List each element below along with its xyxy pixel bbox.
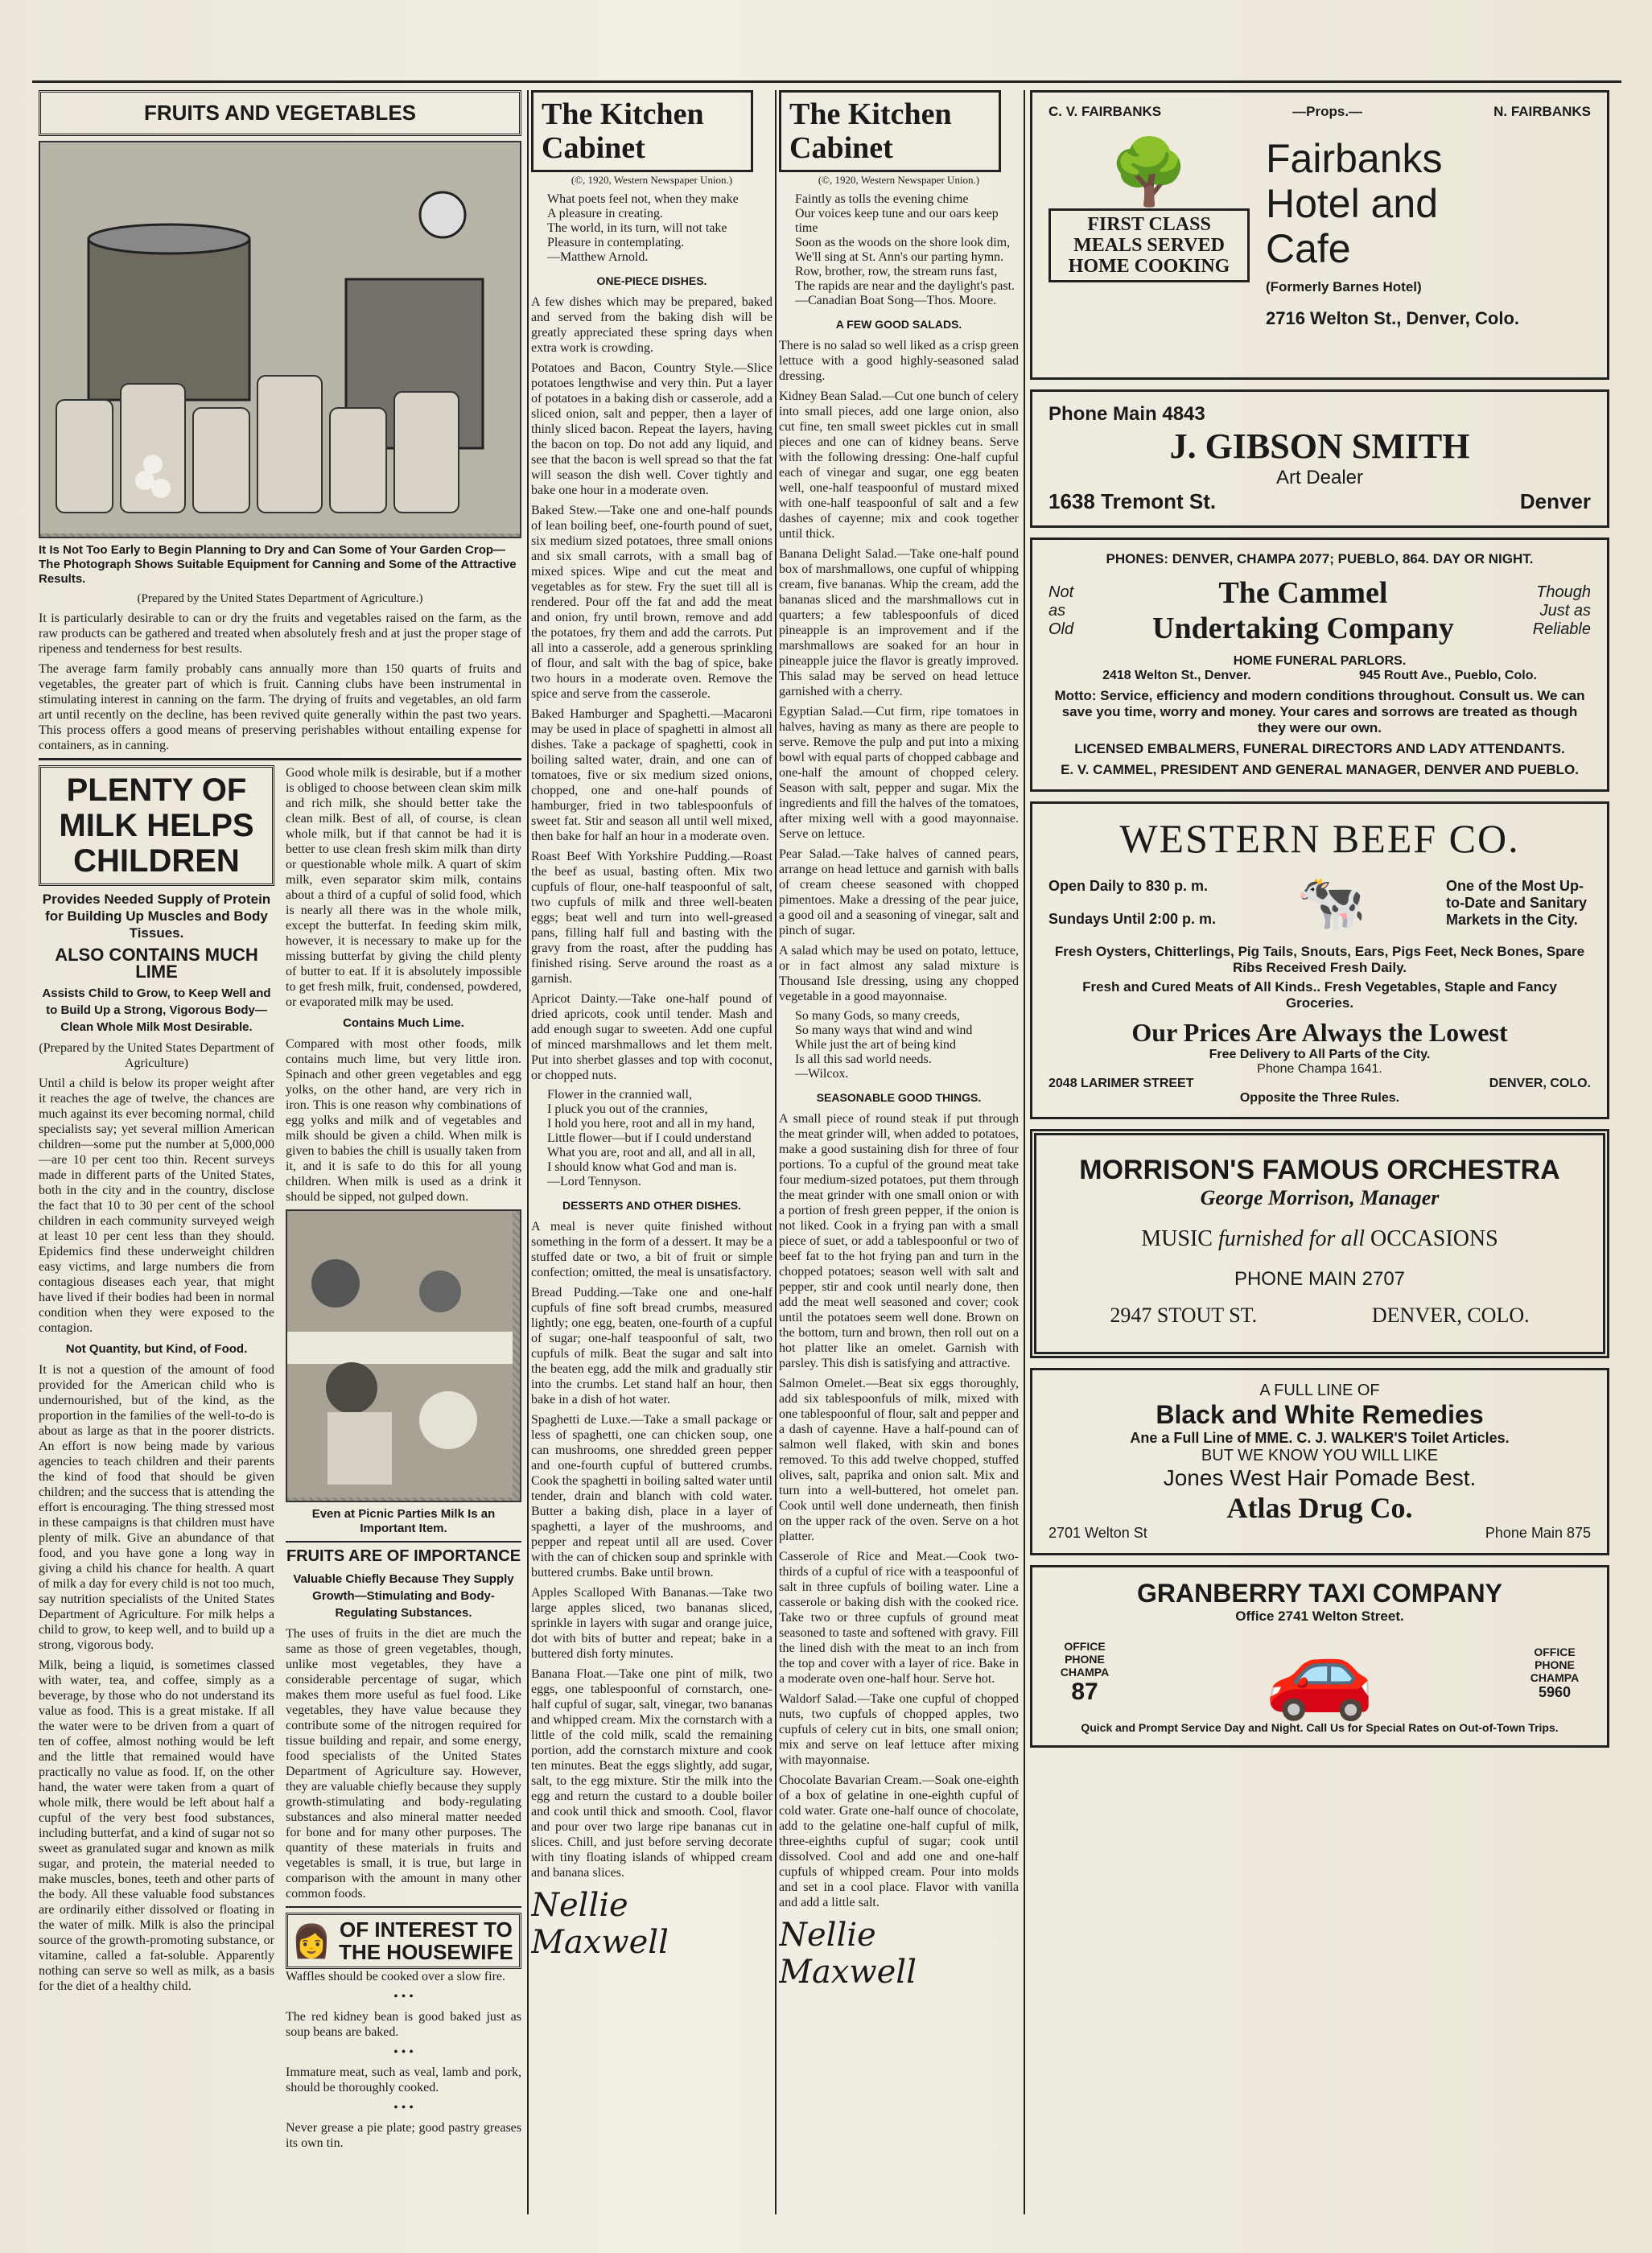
column-rule-2: [775, 90, 777, 2214]
smith-ad: [1030, 389, 1609, 528]
fruits-paragraph: The average farm family probably cans annually more than 150 quarts of fruits and vegetables, the greater part of which is fruit. Canning clubs have been instrumental in stimulating interest in canning on the farm. The drying of fruits and vegetables, an old farm art until recently on the decline, has been revived quite generally within the past two years. This process offers a good means of preserving perishables without entailing expense for containers, as in canning.: [39, 662, 521, 752]
fruits-importance-paragraph: The uses of fruits in the diet are much the same as those of green vegetables, though, unlike most vegetables, they have a considerable percentage of sugar, which makes them more useful as fuel food. Like vegetables, they have value because they contribute some of the nitrogen required for tissue building and repair, and some energy, food specialists of the United States Department of Agriculture say. However, they are valuable chiefly because they supply growth-stimulating and body-regulating substances and also mineral matter needed for bone and for many other purposes. The quantity of these materials in fruits and vegetables is small, it is true, but large in comparison with the amount in many other common foods.: [286, 1627, 521, 1901]
separator: • • •: [393, 1990, 414, 2004]
store-name: Atlas Drug Co.: [1226, 1492, 1413, 1524]
milk-deck: Provides Needed Supply of Protein for Building Up Muscles and Body Tissues.: [42, 892, 271, 941]
recipe: A salad which may be used on potato, lettuce, or in fact almost any salad mixture is Thousand Isle dressing, using any chopped vegetable in a good mayonnaise.: [779, 944, 1019, 1003]
kitchen-title: The Kitchen: [542, 97, 704, 131]
parlors: HOME FUNERAL PARLORS.: [1233, 654, 1407, 668]
phone-number: 5960: [1538, 1683, 1572, 1700]
fruits-header-box: [39, 90, 521, 136]
company-name: Undertaking Company: [1152, 612, 1454, 645]
company-name: The Cammel: [1218, 576, 1388, 610]
recipe: Waldorf Salad.—Take one cupful of chopped nuts, two cupfuls of chopped apples, two cupfuls of celery cut in bits, one small onion; mix and serve on leaf lettuce after mixing with mayonnaise.: [779, 1692, 1019, 1767]
section-head: ONE-PIECE DISHES.: [596, 274, 707, 287]
milk-column-left: [39, 765, 274, 2156]
office: Office 2741 Welton Street.: [1235, 1608, 1404, 1624]
address: 2716 Welton St., Denver, Colo.: [1266, 308, 1520, 328]
phone: PHONE MAIN 2707: [1234, 1268, 1406, 1290]
recipe: There is no salad so well liked as a crisp green lettuce with a good highly-seasoned salad dressing.: [779, 339, 1019, 383]
section-head: A FEW GOOD SALADS.: [835, 318, 962, 331]
separator: • • •: [393, 2101, 414, 2115]
milk-headline: PLENTY OF MILK HELPS CHILDREN: [59, 772, 254, 879]
tree-icon: 🌳: [1109, 136, 1189, 208]
recipe: Casserole of Rice and Meat.—Cook two-thirds of a cupful of rice with a teaspoonful of salt in three cupfuls of boiling water. Line a casserole or baking dish with the cooked rice. Take two or three cupfuls of ground meat seasoned to taste and softened with gravy. Fill the lined dish with the meat to an inch from the top and cover with a layer of rice. Bake in a moderate oven one-half hour. Serve hot.: [779, 1550, 1019, 1686]
products: Fresh Oysters, Chitterlings, Pig Tails, Snouts, Ears, Pigs Feet, Neck Bones, Spare Ribs Received Fresh Daily.: [1054, 944, 1585, 975]
company-name: WESTERN BEEF CO.: [1119, 816, 1520, 861]
ad-line: Black and White Remedies: [1156, 1400, 1484, 1429]
phones: PHONES: DENVER, CHAMPA 2077; PUEBLO, 864. DAY OR NIGHT.: [1106, 551, 1534, 566]
company-name: GRANBERRY TAXI COMPANY: [1137, 1579, 1502, 1608]
props-label: —Props.—: [1292, 104, 1363, 119]
milk-column-right: [286, 765, 521, 2156]
recipe: Apples Scalloped With Bananas.—Take two large apples sliced, two bananas sliced, sprinkle in layers with sugar and orange juice, dot with bits of butter and repeat; bake in a buttered dish forty minutes.: [531, 1586, 772, 1661]
city: Denver: [1519, 489, 1591, 513]
recipe: Salmon Omelet.—Beat six eggs thoroughly, add six tablespoonfuls of milk, mixed with one tablespoonful of flour, salt and pepper and a dash of cayenne. Have a half-pound can of salmon well flaked, with skin and bones removed. To this add twelve chopped, stuffed olives, salt, paprika and onion salt. Mix and turn into a well-buttered, hot omelet pan. Cook until well done underneath, then finish on the upper rack of the oven. Serve on a hot platter.: [779, 1377, 1019, 1543]
recipe: Baked Stew.—Take one and one-half pounds of lean boiling beef, one-fourth pound of suet, six medium sized potatoes, three small onions and six small carrots, with a small bag of mixed spices. Wipe and cut the meat and vegetables as for stew. Fry the suet till all is rendered. Pour off the fat and add the meat and onion, fry until brown, remove and add the potatoes, fry them and add the carrots. Put all into a casserole, add a generous sprinkling of flour, and salt with the bag of spice, bake two hours in a moderate oven. Remove the spice and serve from the casserole.: [531, 504, 772, 701]
signature: Nellie Maxwell: [779, 1917, 917, 1991]
recipe: Potatoes and Bacon, Country Style.—Slice potatoes lengthwise and very thin. Put a layer of potatoes in a baking dish or casserole, add a sliced onion, salt and pepper, then a layer of thinly sliced bacon. Repeat the layers, having the bacon on top. Do not add any liquid, and see that the bacon is well spread so that the fat will season the dish well. Cover tightly and bake one hour in a moderate oven.: [531, 361, 772, 497]
recipe: Banana Float.—Take one pint of milk, two eggs, one tablespoonful of cornstarch, one-half cupful of sugar, salt, vinegar, two bananas and whipped cream. Mix the cornstarch with a little of the cold milk, scald the remaining portion, add the cornstarch mixture and cook ten minutes. Beat the eggs slightly, add sugar, salt, to the egg mixture. Stir the milk into the egg and return the custard to a double boiler and cook until thick and smooth. Cool, flavor and pour over two large ripe bananas cut in slices. Chill, and just before serving decorate with tiny floating islands of whipped cream and banana slices.: [531, 1667, 772, 1880]
phone: Phone Main 4843: [1048, 403, 1205, 425]
sign-line: MEALS SERVED: [1073, 235, 1225, 256]
recipe: A meal is never quite finished without something in the form of a dessert. It may be a stuffed date or two, a bit of fruit or simple confection; omitted, the meal is unsatisfactory.: [531, 1220, 772, 1279]
poem: So many Gods, so many creeds, So many ways that wind and wind While just the art of being kind Is all this sad world needs. —Wilcox.: [795, 1009, 973, 1081]
copyright: (©, 1920, Western Newspaper Union.): [571, 174, 733, 186]
milk-paragraph: Good whole milk is desirable, but if a mother is obliged to choose between clean skim milk and rich milk, she should better take the clean milk. Best of all, of course, is clean whole milk, but if that cannot be had it is better to use clean fresh skim milk than dirty or questionable whole milk. A quart of skim milk, even separator skim milk, contains about a third of a cupful of solid food, which is nearly all there was in the whole milk, except the butterfat. In feeding skim milk, however, it is necessary to make up for the missing butterfat by giving the child plenty of butter to eat. If it is absolutely impossible to get fresh milk, fruit, condensed, powdered, or evaporated milk may be used.: [286, 766, 521, 1009]
tagline: Just as: [1539, 601, 1591, 620]
fruits-credit: (Prepared by the United States Department of Agriculture.): [137, 592, 423, 605]
kitchen-cabinet-masthead: [531, 90, 753, 172]
milk-credit: (Prepared by the United States Department of Agriculture): [39, 1041, 274, 1070]
furnished: furnished for all: [1217, 1226, 1365, 1251]
products: Fresh and Cured Meats of All Kinds.. Fresh Vegetables, Staple and Fancy Groceries.: [1082, 979, 1557, 1011]
housewife-tip: Immature meat, such as veal, lamb and pork, should be thoroughly cooked.: [286, 2066, 521, 2094]
kitchen-title: Cabinet: [542, 131, 645, 165]
poem: Flower in the crannied wall, I pluck you out of the crannies, I hold you here, root and all in my hand, Little flower—but if I could understand What you are, root and all, and all in all, I should know what God and man is. —Lord Tennyson.: [547, 1088, 756, 1188]
housewife-title: OF INTEREST TO THE HOUSEWIFE: [339, 1917, 513, 1964]
recipe: Bread Pudding.—Take one and one-half cupfuls of fine soft bread crumbs, measured lightly; one egg, beaten, one-fourth of a cupful of sugar; one-half teaspoonful of salt, two cupfuls of milk. Beat the sugar and salt into the beaten egg, add the milk and gradually stir into the crumbs. Let stand half an hour, then bake in a dish of hot water.: [531, 1286, 772, 1407]
column-advertisements: [1030, 90, 1609, 1757]
sign-line: HOME COOKING: [1068, 256, 1230, 277]
formerly: (Formerly Barnes Hotel): [1266, 279, 1422, 294]
address: 2947 STOUT ST.: [1110, 1304, 1258, 1327]
orchestra-name: MORRISON'S FAMOUS ORCHESTRA: [1079, 1155, 1560, 1185]
ad-line: Jones West Hair Pomade Best.: [1163, 1465, 1477, 1490]
dealer-name: J. GIBSON SMITH: [1169, 426, 1470, 466]
fruits-paragraph: It is particularly desirable to can or dry the fruits and vegetables raised on the farm, as the raw products can be gathered and treated when absolutely fresh and at just the proper stage of ripeness and tenderness for best results.: [39, 612, 521, 656]
hotel-name: Fairbanks: [1266, 136, 1443, 181]
kitchen-cabinet-masthead: [779, 90, 1001, 172]
column-kitchen-cabinet-1: [531, 90, 772, 1961]
phone: Phone Champa 1641.: [1257, 1062, 1382, 1076]
recipe: Banana Delight Salad.—Take one-half pound box of marshmallows, one cupful of whipping cream, five bananas. Whip the cream, add the bananas sliced and the marshmallows cut in quarters; a few tablespoonfuls of diced pineapple is an improvement and if the marshmallows are soaked for an hour in pineapple juice the flavor is greatly improved. This salad may be served on head lettuce garnished with a cherry.: [779, 547, 1019, 698]
address: 2418 Welton St., Denver.: [1102, 669, 1251, 682]
milk-subhead: Not Quantity, but Kind, of Food.: [65, 1342, 248, 1356]
housewife-header: [286, 1913, 521, 1969]
picnic-caption: Even at Picnic Parties Milk Is an Important Item.: [311, 1507, 496, 1535]
city: DENVER, COLO.: [1489, 1077, 1591, 1090]
hours: Open Daily to 830 p. m.: [1048, 878, 1209, 894]
milk-deck: Assists Child to Grow, to Keep Well and to Build Up a Strong, Vigorous Body—Clean Whole Milk Most Desirable.: [42, 986, 271, 1034]
separator: • • •: [393, 2045, 414, 2059]
city: DENVER, COLO.: [1371, 1304, 1530, 1327]
phone-label: OFFICE PHONE CHAMPA: [1060, 1640, 1110, 1678]
sign-line: FIRST CLASS: [1087, 214, 1211, 235]
address: 1638 Tremont St.: [1048, 489, 1217, 513]
cow-icon: 🐄: [1296, 871, 1366, 933]
hours: Sundays Until 2:00 p. m.: [1048, 911, 1217, 927]
hotel-name: Hotel and: [1266, 181, 1439, 226]
fairbanks-ad: [1030, 90, 1609, 380]
music: MUSIC: [1141, 1226, 1213, 1251]
cammel-ad: [1030, 538, 1609, 792]
phone: Phone Main 875: [1485, 1525, 1591, 1541]
milk-paragraph: It is not a question of the amount of food provided for the American child who is undernourished, but of the kind, as the proportion in the families of the well-to-do is about as large as that in the poorer districts. An effort is now being made by various agencies to teach children and their parents the kind of food that should be given children; and the success that is attending the effort is encouraging. The thing stressed most in these campaigns is that children must have plenty of milk. Give an abundance of that food, and you have gone a long way in giving a child his chance for health. A quart of milk a day for every child is not too much, say nutrition specialists of the United States Department of Agriculture. For milk helps a child to grow, to keep well, and to build up a strong, vigorous body.: [39, 1363, 274, 1652]
slogan: Our Prices Are Always the Lowest: [1131, 1018, 1508, 1047]
ad-line: Ane a Full Line of MME. C. J. WALKER'S Toilet Articles.: [1130, 1430, 1510, 1446]
claim: One of the Most Up-to-Date and Sanitary Markets in the City.: [1446, 877, 1588, 928]
housewife-tip: The red kidney bean is good baked just as soup beans are baked.: [286, 2010, 521, 2039]
president: E. V. CAMMEL, PRESIDENT AND GENERAL MANAGER, DENVER AND PUEBLO.: [1061, 762, 1579, 777]
tagline: Old: [1048, 620, 1074, 638]
morrison-ad: [1030, 1129, 1609, 1358]
ad-line: A FULL LINE OF: [1259, 1382, 1380, 1399]
recipe: Apricot Dainty.—Take one-half pound of dried apricots, cook until tender. Mash and add enough sugar to sweeten. Add one cupful of minced marshmallows and let them melt. Put into sherbet glasses and top with coconut, or chopped nuts.: [531, 992, 772, 1082]
fruits-title: FRUITS AND VEGETABLES: [143, 101, 416, 125]
canning-photo: [39, 141, 521, 538]
picnic-photo: [286, 1209, 521, 1502]
licensed: LICENSED EMBALMERS, FUNERAL DIRECTORS AND LADY ATTENDANTS.: [1074, 741, 1565, 756]
section-head: SEASONABLE GOOD THINGS.: [816, 1091, 982, 1104]
picnic-illustration: [287, 1211, 513, 1497]
housewife-tip: Waffles should be cooked over a slow fire.: [286, 1970, 505, 1983]
recipe: Chocolate Bavarian Cream.—Soak one-eighth of a box of gelatine in one-eighth cupful of cold water. Grate one-half ounce of chocolate, add to the gelatine one-half cupful of milk, three-eighths cupful of sugar; cook until dissolved. Cool and add one and one-half cupfuls of whipped cream. Pour into molds and set in a cool place. Flavor with vanilla and add a little salt.: [779, 1773, 1019, 1909]
recipe: Pear Salad.—Take halves of canned pears, arrange on head lettuce and garnish with balls of cream cheese seasoned with chopped pimentoes. Make a dressing of the pear juice, a good oil and a seasoning of vinegar, salt and pinch of sugar.: [779, 847, 1019, 937]
column-rule-1: [527, 90, 529, 2214]
poem: Faintly as tolls the evening chime Our voices keep tune and our oars keep time Soon as the woods on the shore look dim, We'll sing at St. Ann's our parting hymn. Row, brother, row, the stream runs fast, The rapids are near and the daylight's past. —Canadian Boat Song—Thos. Moore.: [795, 192, 1016, 307]
tagline: Not: [1048, 583, 1074, 601]
recipe: Egyptian Salad.—Cut firm, ripe tomatoes in halves, having as many as there are people to serve. Remove the pulp and put into a mixing bowl with equal parts of chopped cabbage and one-half the amount of chopped celery. Season with salt, pepper and sugar. Mix the ingredients and fill the halves of the tomatoes, after mixing well with a good mayonnaise. Serve on lettuce.: [779, 705, 1019, 841]
taxi-ad: [1030, 1565, 1609, 1748]
recipe: A small piece of round steak if put through the meat grinder will, when added to potatoes, make a good sustaining dish for three of four portions. To a cupful of the ground meat take four medium-sized potatoes, put them through the meat grinder with one small onion or with a portion of fresh green pepper, if the onion is not liked. Cook in a frying pan with a small piece of suet, or add a tablespoonful or two of beef fat to the hot frying pan and turn in the chopped potatoes; season well with salt and pepper, stir and cook until nearly done, then add the meat well seasoned and cover; cook until the potatoes seem well done. Brown on the bottom, turn and brown, then roll out on a hot platter like an omelet. Garnish with parsley. This dish is satisfying and attractive.: [779, 1112, 1019, 1370]
motto: Motto: Service, efficiency and modern conditions throughout. Consult us. We can save you time, worry and money. Your cares and sorrows are treated as though they were our own.: [1054, 688, 1585, 735]
fruits-caption: It Is Not Too Early to Begin Planning to Dry and Can Some of Your Garden Crop—The Photograph Shows Suitable Equipment for Canning and Some of the Attractive Results.: [39, 543, 517, 586]
phone-number: 87: [1071, 1678, 1098, 1705]
hotel-name: Cafe: [1266, 226, 1351, 271]
housewife-tip: Never grease a pie plate; good pastry greases its own tin.: [286, 2121, 521, 2150]
canning-illustration: [40, 142, 520, 533]
fruits-importance-headline: FRUITS ARE OF IMPORTANCE: [286, 1547, 521, 1565]
milk-deck: ALSO CONTAINS MUCH LIME: [55, 945, 258, 982]
manager: George Morrison, Manager: [1200, 1186, 1440, 1209]
milk-paragraph: Compared with most other foods, milk contains much lime, but very little iron. Spinach and other green vegetables and egg yolks, on the other hand, are very rich in iron. This is one reason why combinations of egg yolks and milk and of vegetables and milk should be given a child. When milk is given to babies the chill is usually taken from it, and it is safe to do this for all young children. When milk is used as a drink it should be sipped, not gulped down.: [286, 1037, 521, 1204]
milk-paragraph: Milk, being a liquid, is sometimes classed with water, tea, and coffee, simply as a beverage, by those who do not understand its value as food. This is a great mistake. If all the water were to be driven from a quart of ten of coffee, almost nothing would be left and the little that remained would have practically no value as food. If, on the other hand, the water were taken from a quart of whole milk, there would be left about half a cupful of the very best food substances, including butterfat, and a kind of sugar not so sweet as granulated sugar and known as milk sugar, and protein, the material needed to make muscles, bones, teeth and other parts of the body. All these valuable food substances are ordinarily either dissolved or floating in the water of milk. Milk is also the principal source of the growth-promoting substance, or vitamine, called a fat-soluble. Apparently nothing can serve so well as milk, as a basis for the diet of a healthy child.: [39, 1658, 274, 1993]
service-note: Quick and Prompt Service Day and Night. Call Us for Special Rates on Out-of-Town Trips.: [1081, 1721, 1559, 1734]
milk-paragraph: Until a child is below its proper weight after it reaches the age of twelve, the chances are much against its ever becoming normal, child specialists say; yet several million American children—some put the number at 5,000,000—are 10 per cent too thin. Recent surveys made in different parts of the United States, both in the city and in the country, disclose the fact that 10 to 30 per cent of the school children in each community surveyed weigh at least 10 per cent less than they should. Epidemics find these underweight children easy victims, and large numbers die from contagious diseases each year, that might have lived if their bodies had been in normal condition when they were exposed to the contagion.: [39, 1077, 274, 1335]
column-rule-3: [1024, 90, 1025, 2214]
recipe: Spaghetti de Luxe.—Take a small package or less of spaghetti, one can chicken soup, one can mushrooms, one shredded green pepper and one-fourth cupful of buttered crumbs. Cook the spaghetti in boiling salted water until tender, drain and blanch with cold water. Butter a baking dish, place in a layer of spaghetti, a layer of the mushrooms, and pepper and repeat until all are used. Cover with the can of chicken soup and sprinkle with buttered crumbs. Bake until brown.: [531, 1413, 772, 1580]
kitchen-title: Cabinet: [789, 131, 893, 165]
tagline: Though: [1536, 583, 1591, 601]
signature: Nellie Maxwell: [531, 1887, 669, 1961]
phone-label: OFFICE PHONE CHAMPA: [1530, 1645, 1580, 1684]
copyright: (©, 1920, Western Newspaper Union.): [818, 174, 980, 186]
recipe: Kidney Bean Salad.—Cut one bunch of celery into small pieces, add one large onion, also cut fine, ten small sweet pickles cut in small pieces and one can of kidney beans. Serve with the following dressing: One-half cupful each of vinegar and sugar, one egg beaten well, one-half teaspoonful of mustard mixed with one-half teaspoonful of salt and a few dashes of cayenne; mix and cook together until thick.: [779, 389, 1019, 541]
column-agriculture: [39, 90, 521, 2156]
ad-line: BUT WE KNOW YOU WILL LIKE: [1201, 1447, 1439, 1464]
top-rule: [32, 80, 1621, 83]
fruits-importance-deck: Valuable Chiefly Because They Supply Growth—Stimulating and Body-Regulating Substances.: [293, 1572, 514, 1620]
tagline: as: [1048, 601, 1066, 620]
tagline: Reliable: [1532, 620, 1591, 638]
section-head: DESSERTS AND OTHER DISHES.: [562, 1199, 741, 1212]
poem: What poets feel not, when they make A pleasure in creating. The world, in its turn, will not take Pleasure in contemplating. —Matthew Arnold.: [547, 192, 739, 264]
address: 2701 Welton St: [1048, 1525, 1147, 1541]
housewife-icon: 👩: [291, 1922, 332, 1959]
atlas-drug-ad: [1030, 1368, 1609, 1555]
address: 2048 LARIMER STREET: [1048, 1077, 1194, 1090]
recipe: Baked Hamburger and Spaghetti.—Macaroni may be used in place of spaghetti in almost all dishes. Take a package of spaghetti, cook in boiling salted water, drain, and one can of tomatoes, five or six medium sized onions, chopped, one and one-half pounds of hamburger, fried in two tablespoonfuls of sweet fat. Stir and season all until well mixed, then bake for half an hour in a moderate oven.: [531, 707, 772, 843]
role: Art Dealer: [1275, 467, 1364, 488]
car-icon: 🚗: [1264, 1623, 1375, 1722]
proprietor: N. FAIRBANKS: [1493, 104, 1591, 119]
recipe: Roast Beef With Yorkshire Pudding.—Roast the beef as usual, basting often. Mix two cupfuls of flour, one-half teaspoonful of salt, two cupfuls of milk and three well-beaten eggs; beat well and turn into well-greased pans, filling half full and basting with the gravy from the roast, after the pudding has finished rising. Serve around the roast as a garnish.: [531, 850, 772, 986]
occasions: OCCASIONS: [1370, 1226, 1498, 1251]
milk-subhead: Contains Much Lime.: [343, 1016, 464, 1030]
western-beef-ad: [1030, 801, 1609, 1119]
proprietor: C. V. FAIRBANKS: [1048, 104, 1162, 119]
column-kitchen-cabinet-2: [779, 90, 1019, 1991]
delivery: Free Delivery to All Parts of the City.: [1209, 1048, 1431, 1061]
kitchen-title: The Kitchen: [789, 97, 952, 131]
landmark: Opposite the Three Rules.: [1239, 1091, 1400, 1105]
recipe: A few dishes which may be prepared, baked and served from the baking dish will be greatly appreciated these spring days when extra work is crowding.: [531, 295, 772, 355]
address: 945 Routt Ave., Pueblo, Colo.: [1358, 669, 1537, 682]
